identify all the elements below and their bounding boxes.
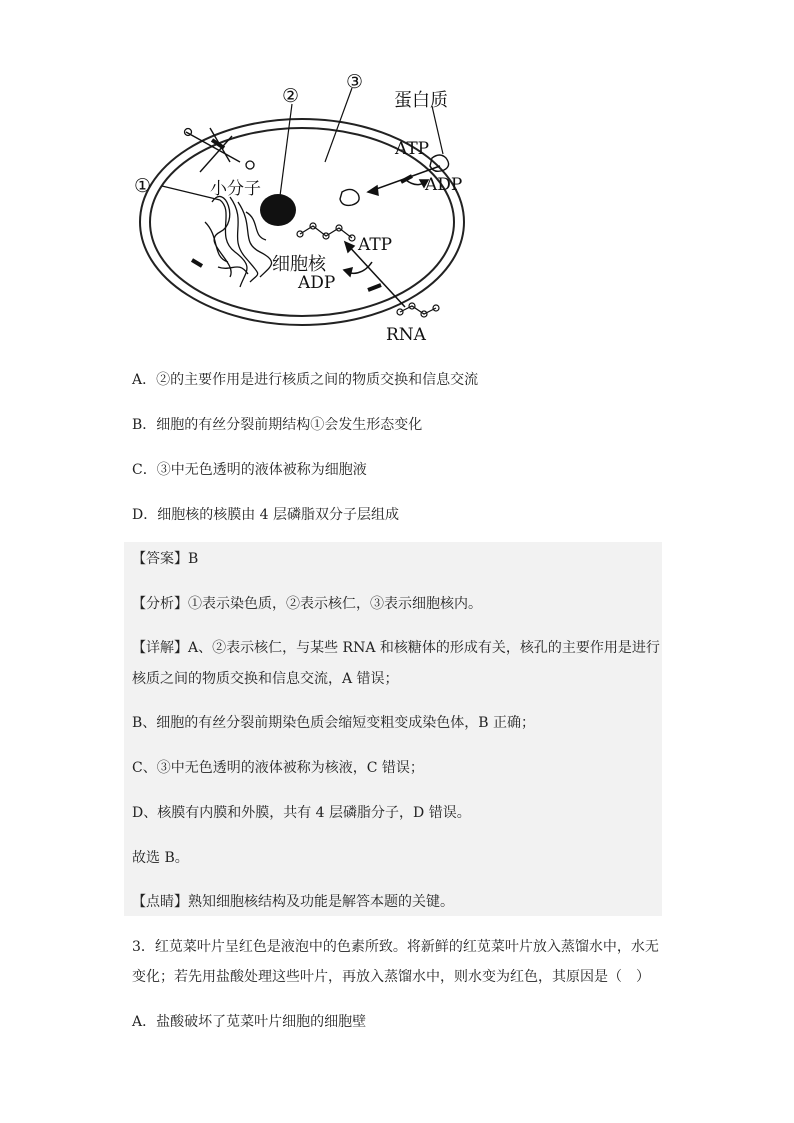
label-adp-bottom: ADP	[298, 273, 336, 293]
label-nucleus: 细胞核	[272, 254, 326, 275]
small-molecule-arrows	[186, 128, 240, 172]
answer-line: 【答案】B	[132, 551, 199, 567]
small-molecule-dot	[185, 129, 192, 136]
label-1: ①	[134, 175, 152, 197]
detail-b: B、细胞的有丝分裂前期染色质会缩短变粗变成染色体，B 正确；	[132, 715, 536, 731]
label-atp-bottom: ATP	[358, 235, 393, 255]
label-small-molecule: 小分子	[210, 179, 261, 199]
question3-line2: 变化；若先用盐酸处理这些叶片，再放入蒸馏水中，则水变为红色，其原因是（ ）	[132, 969, 650, 985]
nucleolus	[260, 194, 296, 226]
question3-line1: 3．红苋菜叶片呈红色是液泡中的色素所致。将新鲜的红苋菜叶片放入蒸馏水中，水无	[132, 939, 659, 955]
protein-blob	[340, 189, 359, 205]
detail-line-2: 核质之间的物质交换和信息交流，A 错误；	[132, 671, 399, 687]
small-molecule-dot	[246, 161, 254, 169]
nucleus-diagram	[120, 62, 490, 352]
label-3: ③	[346, 71, 364, 93]
option-a: A．②的主要作用是进行核质之间的物质交换和信息交流	[132, 372, 479, 388]
question3-option-a: A．盐酸破坏了苋菜叶片细胞的细胞壁	[132, 1014, 367, 1030]
option-b: B．细胞的有丝分裂前期结构①会发生形态变化	[132, 417, 423, 433]
detail-d: D、核膜有内膜和外膜，共有 4 层磷脂分子，D 错误。	[132, 805, 471, 821]
label-adp-top: ADP	[425, 175, 463, 195]
label-rna: RNA	[386, 325, 426, 345]
option-d: D．细胞核的核膜由 4 层磷脂双分子层组成	[132, 507, 400, 523]
choose-line: 故选 B。	[132, 850, 189, 866]
tip-line: 【点睛】熟知细胞核结构及功能是解答本题的关键。	[132, 894, 454, 910]
label-2: ②	[282, 85, 300, 107]
detail-line-1: 【详解】A、②表示核仁，与某些 RNA 和核糖体的形成有关，核孔的主要作用是进行	[132, 640, 660, 656]
option-c: C．③中无色透明的液体被称为细胞液	[132, 462, 367, 478]
detail-c: C、③中无色透明的液体被称为核液，C 错误；	[132, 760, 424, 776]
analysis-line: 【分析】①表示染色质，②表示核仁，③表示细胞核内。	[132, 596, 482, 612]
label-atp-top: ATP	[395, 139, 430, 159]
label-protein: 蛋白质	[394, 90, 448, 111]
